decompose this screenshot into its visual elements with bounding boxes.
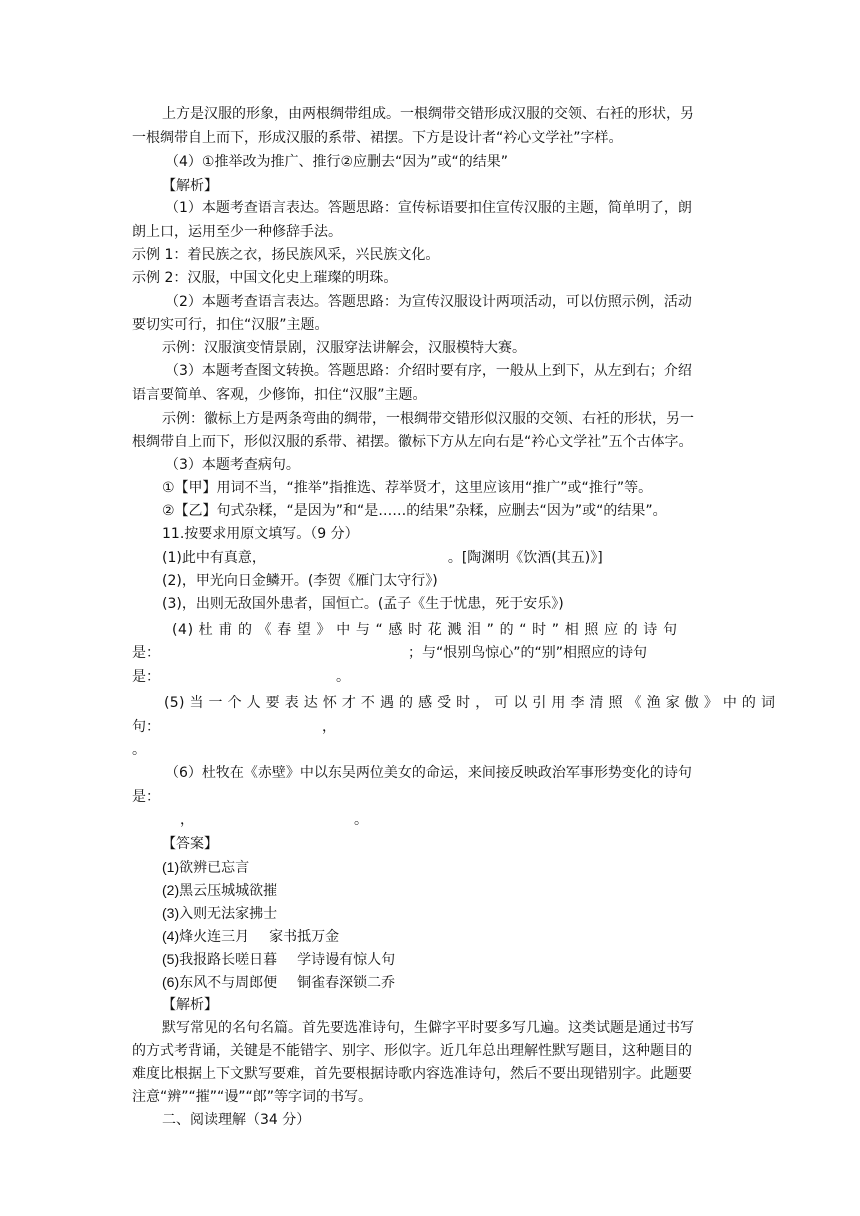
text-line: （3）本题考查病句。 — [165, 457, 300, 473]
text-line: 示例：徽标上方是两条弯曲的绸带，一根绸带交错形似汉服的交领、右衽的形状，另一 — [162, 411, 694, 427]
fill-blank-2: (2)，甲光向日金鳞开。(李贺《雁门太守行》) — [162, 573, 438, 589]
text-line — [132, 810, 730, 830]
text-fragment: ， — [180, 812, 194, 828]
text-line — [132, 717, 730, 737]
text-fragment: 铜雀春深锁二乔 — [297, 974, 396, 990]
fill-blank-6: （6）杜牧在《赤壁》中以东吴两位美女的命运，来间接反映政治军事形势变化的诗句 — [165, 765, 692, 781]
text-fragment: 。[陶渊明《饮酒(其五)》] — [447, 550, 603, 566]
text-line — [132, 667, 730, 687]
answer-item-4: （4）①推举改为推广、推行②应删去“因为”或“的结果” — [165, 154, 509, 170]
text-line: （2）本题考查语言表达。答题思路：为宣传汉服设计两项活动，可以仿照示例，活动 — [165, 294, 692, 310]
analysis-heading: 【解析】 — [162, 178, 218, 194]
fill-blank-3: (3)，出则无敌国外患者，国恒亡。(孟子《生于忧患，死于安乐》) — [162, 596, 564, 612]
text-line: 的方式考背诵，关键是不能错字、别字、形似字。近几年总出理解性默写题目，这种题目的 — [132, 1043, 692, 1059]
text-line: 注意“辨”“摧”“谩”“郎”等字词的书写。 — [132, 1089, 373, 1105]
section-heading: 二、阅读理解（34 分） — [162, 1112, 311, 1128]
text-fragment: 。 — [354, 812, 368, 828]
text-fragment: 是： — [132, 645, 160, 661]
text-fragment: (5)我报路长嗟日暮 — [162, 951, 278, 967]
text-line: 。 — [132, 742, 146, 758]
question-11-heading: 11.按要求用原文填写。（9 分） — [162, 526, 359, 542]
text-fragment: (4)烽火连三月 — [162, 928, 250, 944]
text-line: 默写常见的名句名篇。首先要选准诗句，生僻字平时要多写几遍。这类试题是通过书写 — [162, 1020, 694, 1036]
analysis-heading: 【解析】 — [162, 997, 218, 1013]
text-line: （1）本题考查语言表达。答题思路：宣传标语要扣住宣传汉服的主题，简单明了，朗 — [165, 200, 692, 216]
text-line: 是： — [132, 789, 160, 805]
text-line: 上方是汉服的形象，由两根绸带组成。一根绸带交错形成汉服的交领、右衽的形状，另 — [162, 106, 694, 122]
text-line: 一根绸带自上而下，形成汉服的系带、裙摆。下方是设计者“衿心文学社”字样。 — [132, 130, 623, 146]
answer-heading: 【答案】 — [162, 836, 218, 852]
text-fragment: 家书抵万金 — [269, 928, 340, 944]
text-fragment: 。 — [336, 669, 350, 685]
text-line: 朗上口，运用至少一种修辞手法。 — [132, 224, 342, 240]
text-line: ①【甲】用词不当，“推举”指推选、荐举贤才，这里应该用“推广”或“推行”等。 — [162, 480, 653, 496]
answer-1: (1)欲辨已忘言 — [162, 859, 250, 875]
text-fragment: (6)东风不与周郎便 — [162, 974, 278, 990]
text-fragment: 学诗谩有惊人句 — [297, 951, 396, 967]
text-fragment: ， — [322, 719, 336, 735]
answer-4 — [132, 926, 760, 946]
fill-blank-5: (5) 当 一 个 人 要 表 达 怀 才 不 遇 的 感 受 时 ， 可 以 引 用 李 清 照 《 渔 家 傲 》 中 的 词 — [164, 695, 776, 711]
text-line: ②【乙】句式杂糅，“是因为”和“是……的结果”杂糅，应删去“因为”或“的结果”。 — [162, 503, 667, 519]
answer-3: (3)入则无法家拂士 — [162, 905, 278, 921]
text-fragment: 句： — [132, 719, 160, 735]
text-line: 示例：汉服演变情景剧，汉服穿法讲解会，汉服模特大赛。 — [162, 340, 526, 356]
text-line: 示例 2：汉服，中国文化史上璀璨的明珠。 — [132, 270, 398, 286]
fill-blank-4: (4) 杜 甫 的 《 春 望 》 中 与 “ 感 时 花 溅 泪 ” 的 “ 时 ” 相 照 应 的 诗 句 — [172, 622, 678, 638]
text-line: 要切实可行，扣住“汉服”主题。 — [132, 317, 329, 333]
text-fragment: ；与“恨别鸟惊心”的“别”相照应的诗句 — [408, 645, 648, 661]
text-line: 根绸带自上而下，形似汉服的系带、裙摆。徽标下方从左向右是“衿心文学社”五个古体字。 — [132, 434, 693, 450]
text-line: 示例 1：着民族之衣，扬民族风采，兴民族文化。 — [132, 247, 440, 263]
answer-5 — [132, 949, 760, 969]
text-line: （3）本题考查图文转换。答题思路：介绍时要有序，一般从上到下，从左到右；介绍 — [165, 363, 692, 379]
text-line — [132, 643, 730, 663]
text-fragment: (1)此中有真意， — [162, 550, 266, 566]
text-fragment: 是： — [132, 669, 160, 685]
answer-2: (2)黑云压城城欲摧 — [162, 882, 278, 898]
fill-blank-1 — [132, 548, 760, 568]
answer-6 — [132, 972, 760, 992]
text-line: 语言要简单、客观，少修饰，扣住“汉服”主题。 — [132, 387, 427, 403]
text-line: 难度比根据上下文默写要难，首先要根据诗歌内容选准诗句，然后不要出现错别字。此题要 — [132, 1066, 692, 1082]
